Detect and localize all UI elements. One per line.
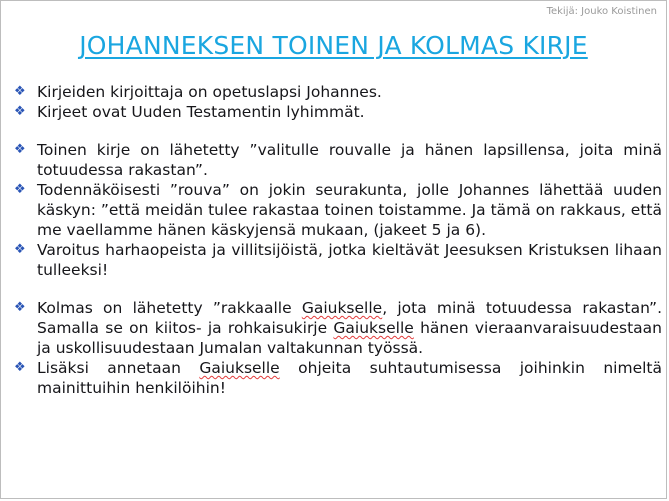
list-item	[12, 180, 662, 240]
list-item	[12, 140, 662, 180]
diamond-bullet-icon: ❖	[14, 182, 26, 197]
list-item	[12, 82, 662, 102]
diamond-bullet-icon: ❖	[14, 142, 26, 157]
list-item	[12, 358, 662, 398]
diamond-bullet-icon: ❖	[14, 104, 26, 119]
diamond-bullet-icon: ❖	[14, 360, 26, 375]
bullet-list	[12, 82, 662, 398]
list-item	[12, 102, 662, 122]
item-text-part: hänen vieraanvaraisuudestaan ja uskollisuudestaan Jumalan valtakunnan työssä.	[37, 319, 662, 357]
item-text: Toinen kirje on lähetetty ”valitulle rouvalle ja hänen lapsillensa, joita minä totuudessa rakastan”.	[37, 141, 662, 179]
item-text: Todennäköisesti ”rouva” on jokin seurakunta, jolle Johannes lähettää uuden käskyn: ”että meidän tulee rakastaa toinen toistamme. Ja tämä on rakkaus, että me vaellamme hänen käskyjensä mukaan, (jakeet 5 ja 6).	[37, 181, 662, 239]
item-text: Varoitus harhaopeista ja villitsijöistä, jotka kieltävät Jeesuksen Kristuksen lihaan tulleeksi!	[37, 241, 662, 279]
list-item	[12, 298, 662, 358]
item-text-part: ohjeita suhtautumisessa joihinkin nimeltä mainittuihin henkilöihin!	[37, 359, 662, 397]
diamond-bullet-icon: ❖	[14, 242, 26, 257]
spellcheck-word: Gaiukselle	[333, 319, 414, 337]
item-text-part: , jota minä totuudessa rakastan”. Samalla se on kiitos- ja rohkaisukirje	[37, 299, 662, 337]
list-item	[12, 240, 662, 280]
diamond-bullet-icon: ❖	[14, 300, 26, 315]
item-text-part: Kolmas on lähetetty ”rakkaalle	[37, 299, 302, 317]
item-text: Kirjeiden kirjoittaja on opetuslapsi Johannes.	[37, 83, 382, 101]
item-text: Kirjeet ovat Uuden Testamentin lyhimmät.	[37, 103, 365, 121]
spellcheck-word: Gaiukselle	[301, 299, 383, 317]
spellcheck-word: Gaiukselle	[199, 359, 280, 377]
slide-title: JOHANNEKSEN TOINEN JA KOLMAS KIRJE	[79, 31, 588, 60]
diamond-bullet-icon: ❖	[14, 84, 26, 99]
author-credit: Tekijä: Jouko Koistinen	[546, 6, 657, 17]
item-text-part: Lisäksi annetaan	[37, 359, 200, 377]
